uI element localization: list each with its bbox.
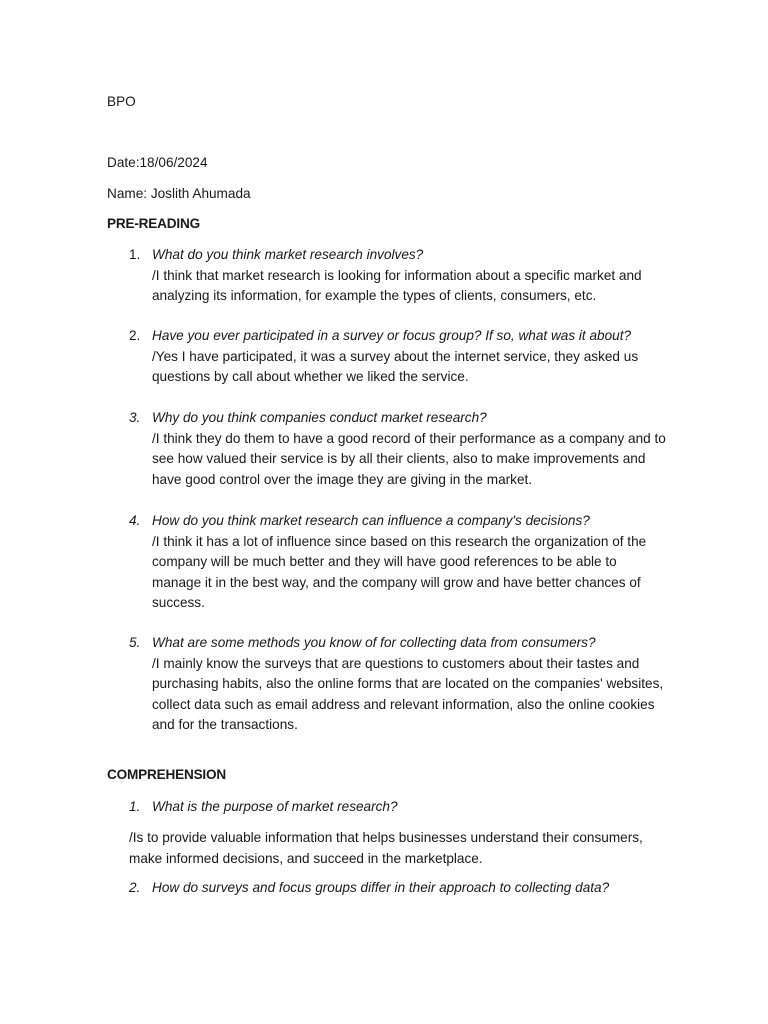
pre-reading-item: [129, 511, 669, 614]
question-text: How do surveys and focus groups differ in their approach to collecting data?: [152, 880, 610, 895]
answer-text: /I think they do them to have a good record of their performance as a company and to see how valued their service is by all their clients, also to make improvements and have good control over the image they are giving in the market.: [152, 430, 666, 487]
question-text: Have you ever participated in a survey or focus group? If so, what was it about?: [152, 328, 632, 343]
question-text: What is the purpose of market research?: [152, 799, 398, 814]
pre-reading-item: [129, 326, 669, 388]
question-text: How do you think market research can influence a company's decisions?: [152, 513, 590, 528]
item-number: 2.: [129, 880, 141, 895]
pre-reading-item: [129, 408, 669, 490]
pre-reading-item: [129, 633, 669, 736]
comprehension-heading: COMPREHENSION: [107, 767, 227, 782]
item-number: 1.: [129, 247, 141, 262]
question-text: What do you think market research involves?: [152, 247, 424, 262]
comprehension-item: [129, 878, 669, 899]
answer-text: /I mainly know the surveys that are questions to customers about their tastes and purchasing habits, also the online forms that are located on the companies' websites, collect data such as email address and relevant information, also the online cookies and for the transactions.: [152, 655, 664, 732]
name-line: Name: Joslith Ahumada: [107, 186, 251, 201]
item-number: 5.: [129, 635, 141, 650]
comprehension-item: [129, 797, 669, 818]
pre-reading-item: [129, 245, 669, 307]
question-text: What are some methods you know of for collecting data from consumers?: [152, 635, 596, 650]
item-number: 2.: [129, 328, 141, 343]
pre-reading-heading: PRE-READING: [107, 216, 200, 231]
answer-text: /I think it has a lot of influence since based on this research the organization of the company will be much better and they will have good references to be able to manage it in the best way, and the company will grow and have better chances of success.: [152, 533, 647, 610]
document-title: BPO: [107, 94, 136, 109]
item-number: 3.: [129, 410, 141, 425]
item-number: 4.: [129, 513, 141, 528]
answer-text: /Yes I have participated, it was a survey about the internet service, they asked us questions by call about whether we liked the service.: [152, 348, 639, 384]
answer-text: /I think that market research is looking for information about a specific market and analyzing its information, for example the types of clients, consumers, etc.: [152, 267, 642, 303]
item-number: 1.: [129, 799, 141, 814]
date-line: Date:18/06/2024: [107, 155, 208, 170]
answer-text: /Is to provide valuable information that helps businesses understand their consumers, make informed decisions, and succeed in the marketplace.: [129, 830, 643, 866]
question-text: Why do you think companies conduct market research?: [152, 410, 487, 425]
